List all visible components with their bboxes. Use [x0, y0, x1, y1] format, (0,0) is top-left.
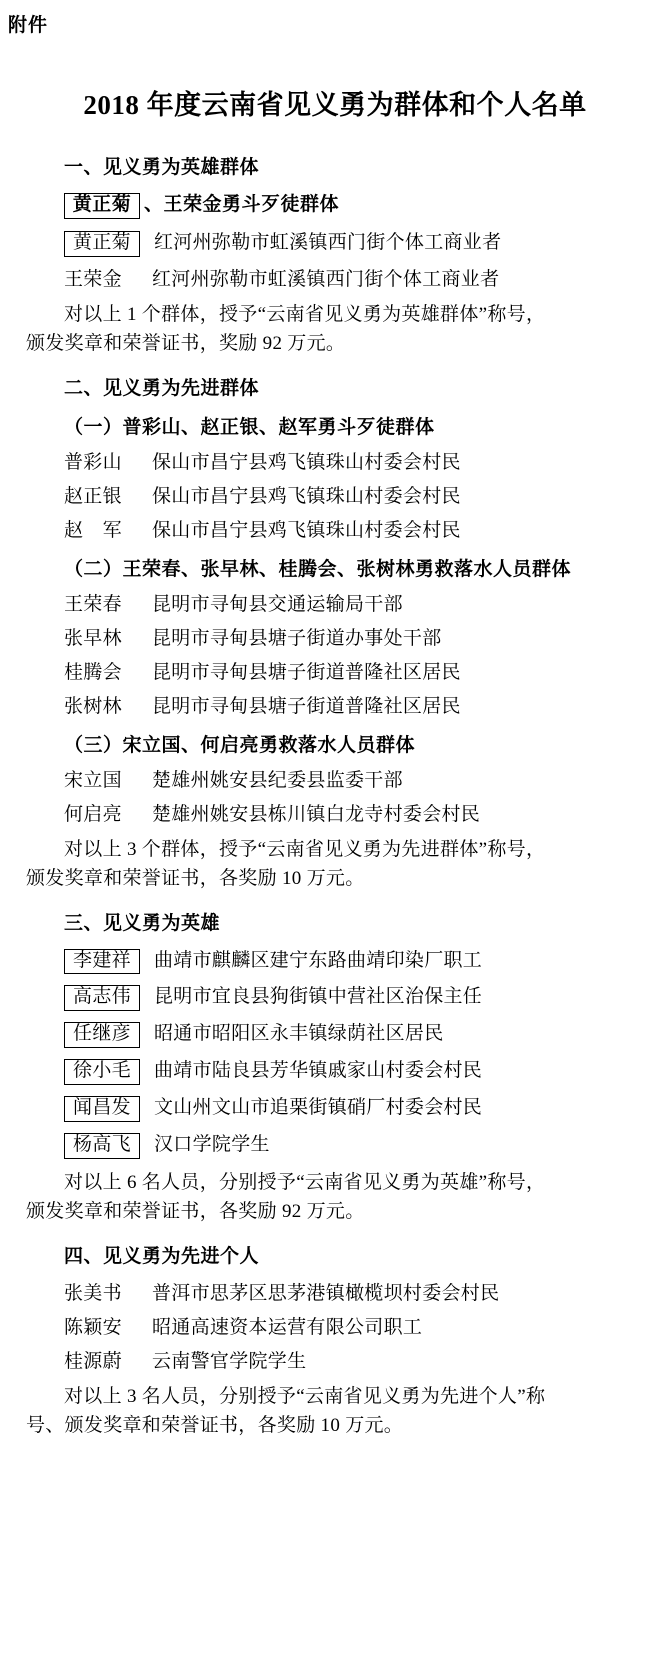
list-item: [26, 264, 644, 291]
list-item: [26, 1018, 644, 1048]
list-item: [26, 765, 644, 792]
person-name: 张树林: [64, 695, 122, 717]
summary-line-2: 号、颁发奖章和荣誉证书，各奖励 10 万元。: [26, 1415, 404, 1437]
person-name: 张早林: [64, 627, 122, 649]
person-name: 宋立国: [64, 769, 122, 791]
list-item: [26, 657, 644, 684]
summary-line-1: 对以上 1 个群体，授予“云南省见义勇为英雄群体”称号，: [64, 303, 546, 325]
subgroup-title: （一）普彩山、赵正银、赵军勇斗歹徒群体: [64, 416, 435, 438]
person-name: 桂腾会: [64, 661, 122, 683]
person-name: 王荣金: [64, 268, 122, 290]
list-item: [26, 481, 644, 508]
subgroup-title: （三）宋立国、何启亮勇救落水人员群体: [64, 734, 416, 756]
summary-line-2: 颁发奖章和荣誉证书，奖励 92 万元。: [26, 333, 346, 355]
boxed-name: 黄正菊: [64, 193, 140, 219]
person-description: 汉口学院学生: [154, 1133, 270, 1155]
summary-line-1: 对以上 3 名人员，分别授予“云南省见义勇为先进个人”称: [64, 1385, 546, 1407]
person-description: 昆明市寻甸县塘子街道普隆社区居民: [152, 661, 461, 683]
person-description: 昆明市宜良县狗街镇中营社区治保主任: [154, 986, 483, 1008]
person-name: 桂源蔚: [64, 1350, 122, 1372]
person-description: 红河州弥勒市虹溪镇西门街个体工商业者: [152, 268, 500, 290]
person-description: 昆明市寻甸县塘子街道办事处干部: [152, 627, 442, 649]
boxed-name: 任继彦: [64, 1022, 140, 1048]
boxed-name: 黄正菊: [64, 231, 140, 257]
boxed-name: 高志伟: [64, 985, 140, 1011]
list-item: [26, 1278, 644, 1305]
person-description: 云南警官学院学生: [152, 1350, 307, 1372]
summary-line-2: 颁发奖章和荣誉证书，各奖励 92 万元。: [26, 1201, 365, 1223]
group-title-rest: 、王荣金勇斗歹徒群体: [144, 194, 340, 215]
person-description: 红河州弥勒市虹溪镇西门街个体工商业者: [154, 231, 502, 253]
subgroup-title: （二）王荣春、张早林、桂腾会、张树林勇救落水人员群体: [64, 558, 572, 580]
person-description: 曲靖市麒麟区建宁东路曲靖印染厂职工: [154, 949, 483, 971]
list-item: [26, 1055, 644, 1085]
section-summary: [26, 1382, 644, 1441]
attachment-label: 附件: [8, 15, 49, 36]
person-description: 保山市昌宁县鸡飞镇珠山村委会村民: [152, 519, 461, 541]
summary-line-1: 对以上 6 名人员，分别授予“云南省见义勇为英雄”称号，: [64, 1171, 546, 1193]
person-description: 普洱市思茅区思茅港镇橄榄坝村委会村民: [152, 1282, 500, 1304]
person-name: 何启亮: [64, 803, 122, 825]
section-heroes: [26, 908, 644, 1227]
list-item: [26, 515, 644, 542]
person-description: 文山州文山市追栗街镇硝厂村委会村民: [154, 1097, 483, 1119]
person-description: 昆明市寻甸县交通运输局干部: [152, 593, 403, 615]
list-item: [26, 1346, 644, 1373]
list-item: [26, 623, 644, 650]
boxed-name: 李建祥: [64, 949, 140, 975]
person-name: 赵正银: [64, 485, 122, 507]
person-description: 曲靖市陆良县芳华镇戚家山村委会村民: [154, 1060, 483, 1082]
person-description: 昆明市寻甸县塘子街道普隆社区居民: [152, 695, 461, 717]
person-description: 保山市昌宁县鸡飞镇珠山村委会村民: [152, 485, 461, 507]
list-item: [26, 1092, 644, 1122]
summary-line-2: 颁发奖章和荣誉证书，各奖励 10 万元。: [26, 868, 365, 890]
list-item: [26, 945, 644, 975]
section-heading: 一、见义勇为英雄群体: [64, 157, 260, 178]
person-name: 陈颖安: [64, 1316, 122, 1338]
section-advanced-groups: [26, 373, 644, 894]
person-description: 昭通高速资本运营有限公司职工: [152, 1316, 423, 1338]
summary-line-1: 对以上 3 个群体，授予“云南省见义勇为先进群体”称号，: [64, 838, 546, 860]
boxed-name: 徐小毛: [64, 1059, 140, 1085]
section-summary: [26, 1168, 644, 1227]
section-summary: [26, 835, 644, 894]
list-item: [26, 799, 644, 826]
list-item: [26, 1312, 644, 1339]
list-item: [26, 981, 644, 1011]
boxed-name: 杨高飞: [64, 1133, 140, 1159]
section-heading: 四、见义勇为先进个人: [64, 1245, 260, 1267]
list-item: [26, 447, 644, 474]
section-heading: 二、见义勇为先进群体: [64, 377, 260, 399]
list-item: [26, 227, 644, 257]
section-heading: 三、见义勇为英雄: [64, 912, 221, 934]
person-description: 楚雄州姚安县栋川镇白龙寺村委会村民: [152, 803, 481, 825]
document-content: [0, 152, 670, 1480]
person-name: 王荣春: [64, 593, 122, 615]
person-name: 赵 军: [64, 519, 122, 541]
section-summary: [26, 300, 644, 359]
list-item: [26, 691, 644, 718]
person-name: 张美书: [64, 1282, 122, 1304]
boxed-name: 闻昌发: [64, 1096, 140, 1122]
list-item: [26, 589, 644, 616]
page-title: 2018 年度云南省见义勇为群体和个人名单: [83, 90, 587, 120]
section-heroic-groups: [26, 152, 644, 359]
list-item: [26, 1129, 644, 1159]
person-name: 普彩山: [64, 451, 122, 473]
section-advanced-individuals: [26, 1241, 644, 1441]
person-description: 保山市昌宁县鸡飞镇珠山村委会村民: [152, 451, 461, 473]
person-description: 楚雄州姚安县纪委县监委干部: [152, 769, 403, 791]
group-title: [26, 189, 644, 219]
person-description: 昭通市昭阳区永丰镇绿荫社区居民: [154, 1023, 444, 1045]
